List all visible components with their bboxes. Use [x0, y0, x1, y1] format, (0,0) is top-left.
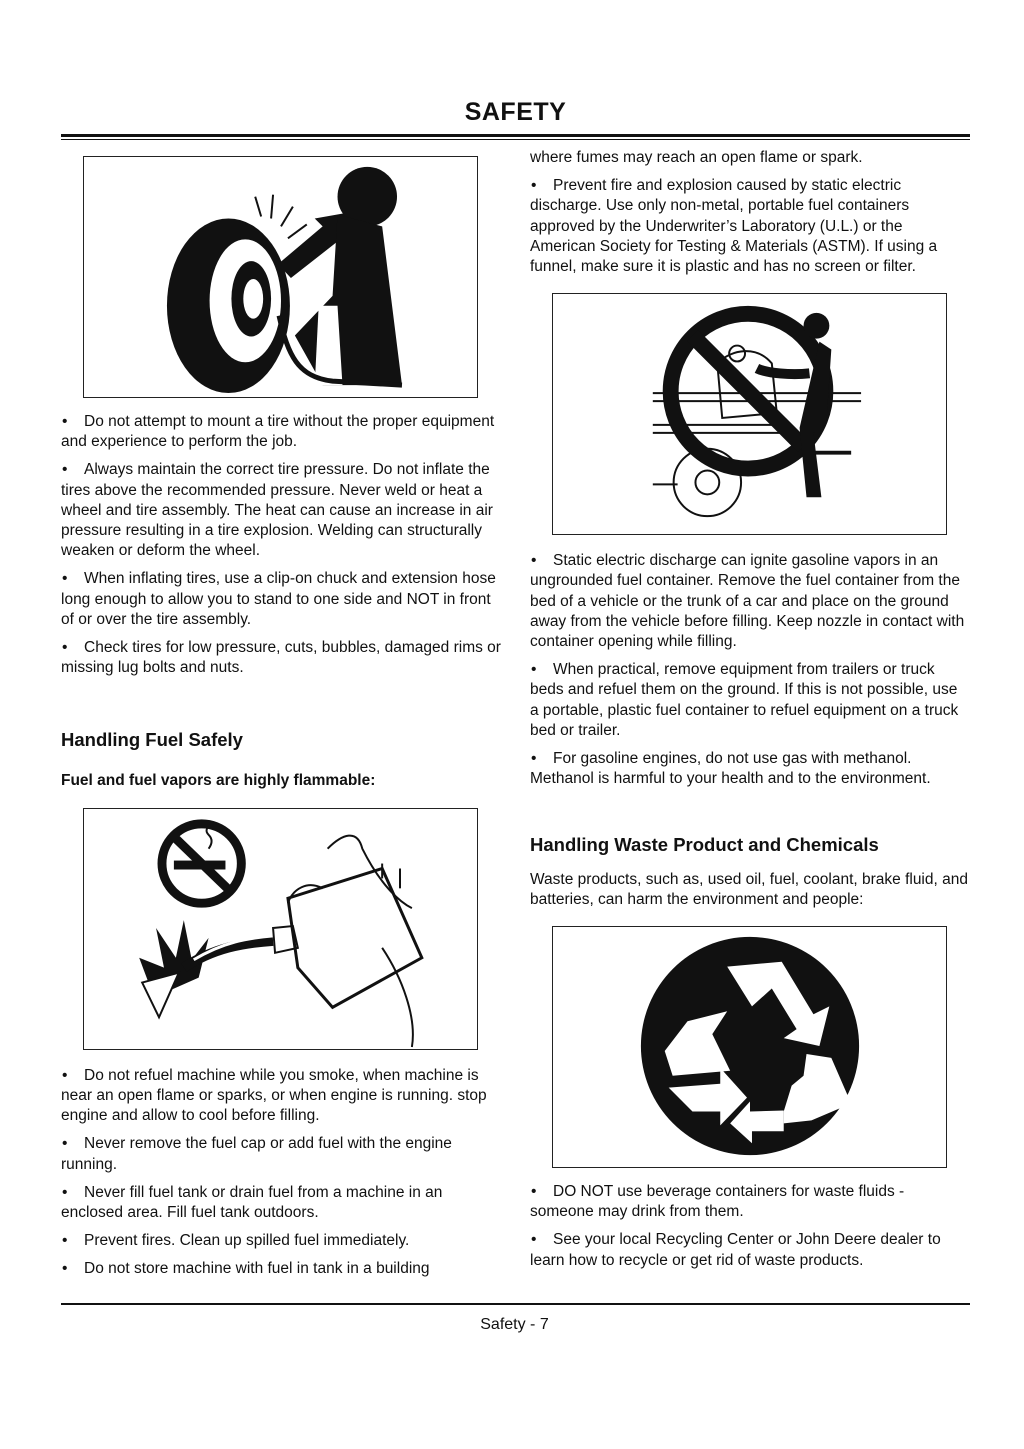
list-item: • DO NOT use beverage containers for waste fluids - someone may drink from them. [530, 1183, 905, 1221]
continuation-text: where fumes may reach an open flame or spark. [530, 149, 863, 166]
waste-intro-text: Waste products, such as, used oil, fuel, coolant, brake fluid, and batteries, can harm the environment and people: [530, 870, 968, 908]
list-item: • Do not attempt to mount a tire without the proper equipment and experience to perform the job. [61, 413, 495, 451]
page-title: SAFETY [464, 98, 567, 126]
page-number: Safety - 7 [480, 1316, 549, 1333]
header-rule-thin [61, 139, 970, 140]
no-smoking-fuel-figure [83, 808, 478, 1050]
fuel-section-heading: Handling Fuel Safely [61, 729, 243, 751]
list-item: • See your local Recycling Center or John Deere dealer to learn how to recycle or get rid of waste products. [530, 1231, 941, 1269]
list-item: • Do not refuel machine while you smoke, when machine is near an open flame or sparks, or when engine is running. stop engine and allow to cool before filling. [61, 1066, 487, 1125]
list-item: • Never remove the fuel cap or add fuel with the engine running. [61, 1135, 452, 1173]
no-fueling-in-truck-figure [552, 293, 947, 535]
list-item: • For gasoline engines, do not use gas with methanol. Methanol is harmful to your health and to the environment. [530, 750, 931, 788]
list-item: • Never fill fuel tank or drain fuel from a machine in an enclosed area. Fill fuel tank outdoors. [61, 1183, 443, 1222]
left-column [61, 148, 501, 1288]
list-item: • When practical, remove equipment from trailers or truck beds and refuel them on the ground. If this is not possible, use a portable, plastic fuel container to refuel equipment on a truck bed or trailer. [530, 661, 959, 739]
list-item: • Prevent fire and explosion caused by static electric discharge. Use only non-metal, portable fuel containers approved by the Underwriter’s Laboratory (U.L.) or the American Society for Testing & Materials (ASTM). If using a funnel, make sure it is plastic and has no screen or filter. [530, 177, 938, 276]
fuel-subheading: Fuel and fuel vapors are highly flammable: [61, 771, 376, 789]
list-item: • When inflating tires, use a clip-on chuck and extension hose long enough to allow you to stand to one side and NOT in front of or over the tire assembly. [61, 570, 496, 628]
waste-section-heading: Handling Waste Product and Chemicals [530, 834, 879, 856]
list-item: • Prevent fires. Clean up spilled fuel immediately. [62, 1232, 410, 1250]
no-smoking-icon [84, 809, 477, 1049]
header-rule [61, 134, 970, 137]
right-column [530, 148, 970, 1279]
list-item: • Static electric discharge can ignite gasoline vapors in an ungrounded fuel container. Remove the fuel container from the bed of a vehicle or the trunk of a car and place on the ground away from the vehicle before filling. Keep nozzle in contact with container opening while filling. [530, 552, 965, 651]
list-item: • Always maintain the correct tire pressure. Do not inflate the tires above the recommended pressure. Never weld or heat a wheel and tire assembly. The heat can cause an increase in air pressure resulting in a tire explosion. Welding can structurally weaken or deform the wheel. [61, 461, 493, 560]
tire-explosion-figure [83, 156, 478, 398]
list-item: • Do not store machine with fuel in tank in a building [62, 1260, 430, 1278]
recycle-figure [552, 926, 947, 1168]
tire-explosion-icon [84, 157, 477, 397]
recycle-icon [553, 927, 946, 1167]
prohibited-icon [553, 294, 946, 534]
footer-rule [61, 1303, 970, 1305]
list-item: • Check tires for low pressure, cuts, bubbles, damaged rims or missing lug bolts and nuts. [61, 639, 501, 677]
